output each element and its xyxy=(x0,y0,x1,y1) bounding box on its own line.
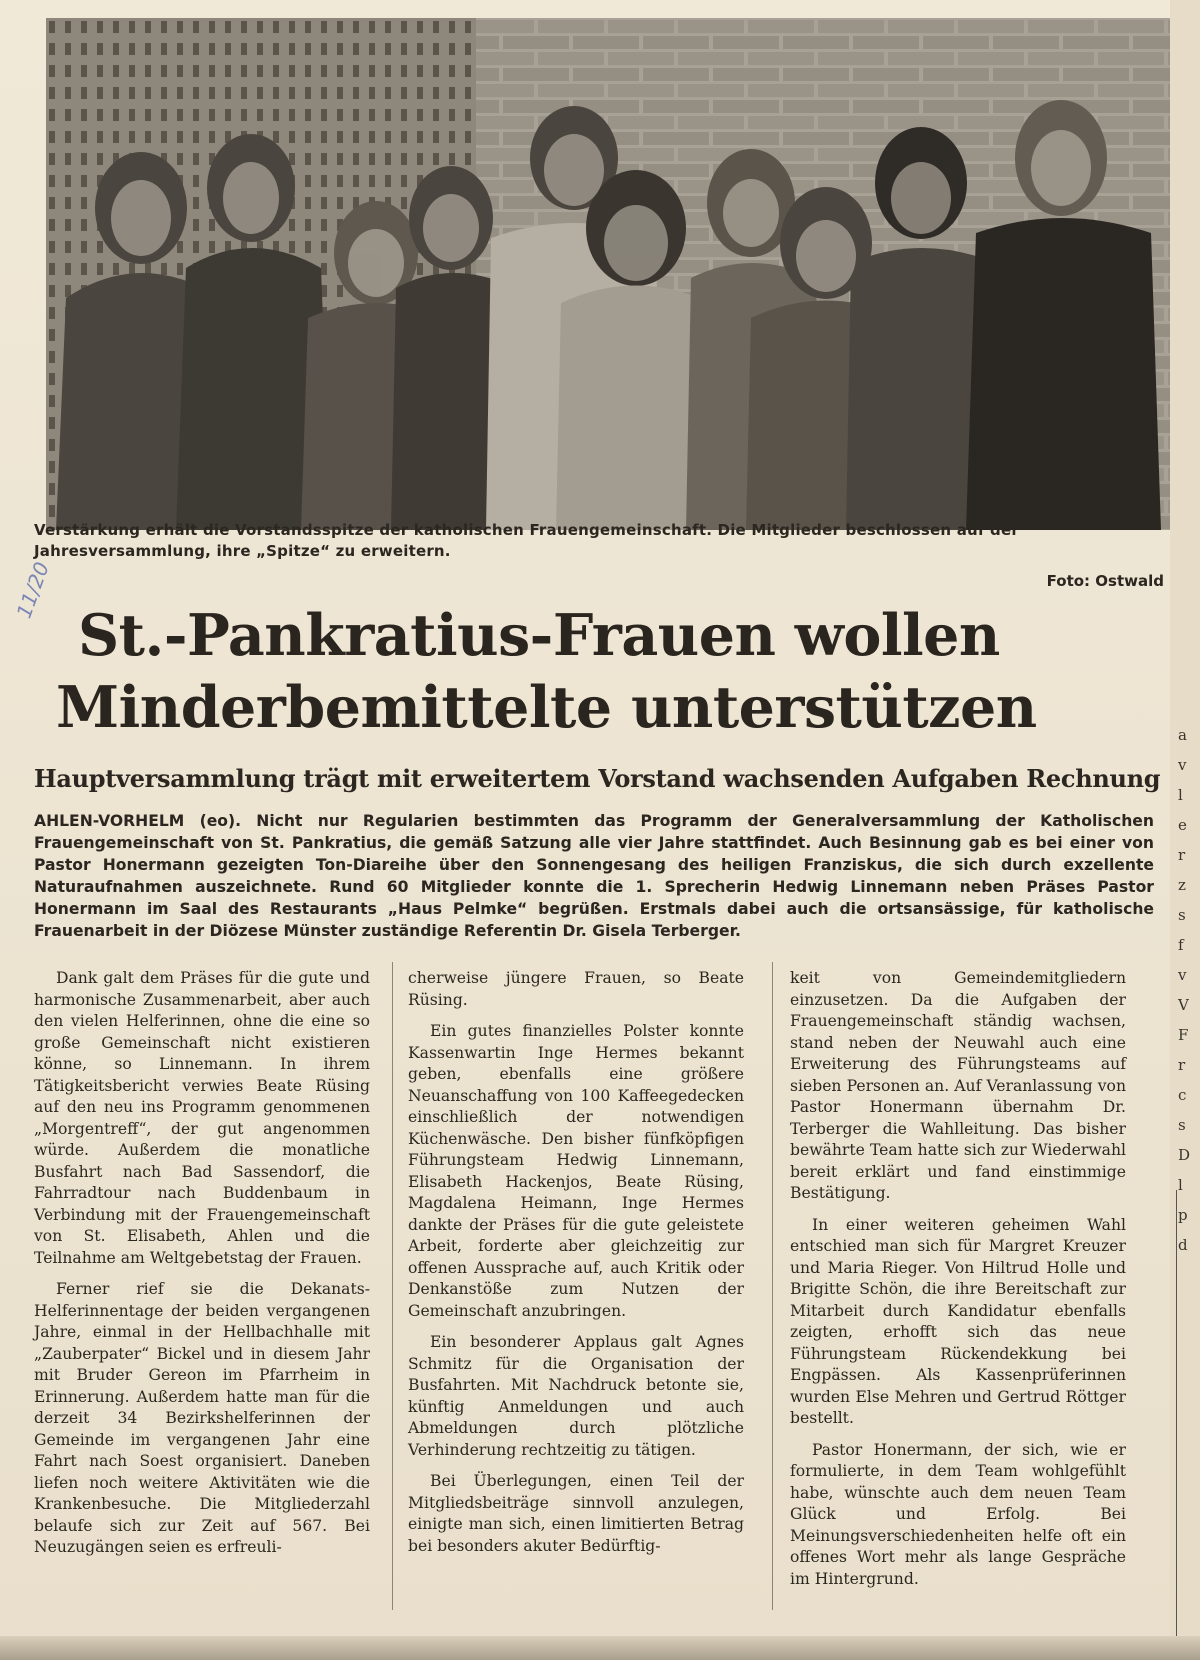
headline-line-1: St.-Pankratius-Frauen wollen xyxy=(78,602,1000,669)
paragraph: Bei Überlegungen, einen Teil der Mitgliedsbeiträge sinnvoll anzulegen, einigte man sich, einen limitierten Betrag bei besonders akuter Bedürftig- xyxy=(408,1472,744,1555)
edge-rule xyxy=(1176,1190,1177,1660)
page-bottom-edge xyxy=(0,1636,1200,1660)
photo-caption: Verstärkung erhält die Vorstandsspitze der katholischen Frauengemeinschaft. Die Mitglieder beschlossen auf der Jahresversammlung, ihre „Spitze“ zu erweitern. xyxy=(34,521,1019,560)
paragraph: Ein gutes finanzielles Polster konnte Kassenwartin Inge Hermes bekannt geben, ebenfalls eine größere Neuanschaffung von 100 Kaffeegedecken einschließlich der notwendigen Küchenwäsche. Den bisher fünfköpfigen Führungsteam Hedwig Linnemann, Elisabeth Hackenjos, Beate Rüsing, Magdalena Heimann, Inge Hermes dankte der Präses für die gute geleistete Arbeit, forderte aber gleichzeitig zur offenen Aussprache auf, auch Kritik oder Denkanstöße zum Nutzen der Gemeinschaft anzubringen. xyxy=(408,1022,744,1320)
paragraph: Pastor Honermann, der sich, wie er formulierte, in dem Team wohlgefühlt habe, wünschte auch dem neuen Team Glück und Erfolg. Bei Meinungsverschiedenheiten helfe oft ein offenes Wort mehr als lange Gespräche im Hintergrund. xyxy=(790,1440,1126,1588)
paragraph: Ein besonderer Applaus galt Agnes Schmitz für die Organisation der Busfahrten. Mit Nachdruck betonte sie, künftig Anmeldungen und auch Abmeldungen durch plötzliche Verhinderung rechtzeitig zu tätigen. xyxy=(408,1333,744,1459)
handwritten-margin-note: 11/20 xyxy=(11,558,54,622)
article-column-2 xyxy=(408,968,744,1557)
headline-line-2: Minderbemittelte unterstützen xyxy=(56,674,1037,741)
group-photo xyxy=(46,18,1174,530)
article-column-3 xyxy=(790,968,1126,1590)
photo-credit: Foto: Ostwald xyxy=(1046,572,1164,590)
column-divider xyxy=(392,962,393,1610)
paragraph: keit von Gemeindemitgliedern einzusetzen. Da die Aufgaben der Frauengemeinschaft ständig wachsen, stand neben der Neuwahl auch eine Erweiterung des Führungsteams auf sieben Personen an. Auf Veranlassung von Pastor Honermann übernahm Dr. Terberger die Wahlleitung. Das bisher bewährte Team hatte sich zur Wiederwahl bereit erklärt und fand einstimmige Bestätigung. xyxy=(790,969,1126,1202)
paragraph: Ferner rief sie die Dekanats-Helferinnentage der beiden vergangenen Jahre, einmal in der Hellbachhalle mit „Zauberpater“ Bickel und in diesem Jahr mit Bruder Gereon im Pfarrheim in Erinnerung. Außerdem hatte man für die derzeit 34 Bezirkshelferinnen der Gemeinde im vergangenen Jahr eine Fahrt nach Soest organisiert. Daneben liefen noch weitere Aktivitäten wie die Krankenbesuche. Die Mitgliederzahl belaufe sich zur Zeit auf 567. Bei Neuzugängen seien es erfreuli- xyxy=(34,1280,370,1556)
article-column-1 xyxy=(34,968,370,1559)
paragraph: In einer weiteren geheimen Wahl entschied man sich für Margret Kreuzer und Maria Rieger. Von Hiltrud Holle und Brigitte Schön, die ihre Bereitschaft zur Mitarbeit durch Kandidatur ebenfalls zeigten, erhofft sich das neue Führungsteam Rückendekkung bei Engpässen. Als Kassenprüferinnen wurden Else Mehren und Gertrud Röttger bestellt. xyxy=(790,1215,1126,1427)
column-divider xyxy=(772,962,773,1610)
subheadline: Hauptversammlung trägt mit erweitertem Vorstand wachsenden Aufgaben Rechnung xyxy=(34,764,1161,793)
paragraph: Dank galt dem Präses für die gute und harmonische Zusammenarbeit, aber auch den vielen Helferinnen, ohne die eine so große Gemeinschaft nicht existieren könne, so Linnemann. In ihrem Tätigkeitsbericht verwies Beate Rüsing auf den neu ins Programm genommenen „Morgentreff“, der gut angenommen würde. Außerdem die monatliche Busfahrt nach Bad Sassendorf, die Fahrradtour nach Buddenbaum in Verbindung mit der Frauengemeinschaft von St. Elisabeth, Ahlen und die Teilnahme am Weltgebetstag der Frauen. xyxy=(34,969,370,1267)
paragraph: cherweise jüngere Frauen, so Beate Rüsing. xyxy=(408,969,744,1009)
adjacent-article-letters: a v l e r z s f v V F r c s D l p d xyxy=(1178,726,1191,1254)
lead-paragraph: AHLEN-VORHELM (eo). Nicht nur Regularien bestimmten das Programm der Generalversammlung der Katholischen Frauengemeinschaft von St. Pankratius, die gemäß Satzung alle vier Jahre stattfindet. Auch Besinnung gab es bei einer von Pastor Honermann gezeigten Ton-Diareihe über den Sonnengesang des heiligen Franziskus, die sich durch exzellente Naturaufnahmen auszeichnete. Rund 60 Mitglieder konnte die 1. Sprecherin Hedwig Linnemann neben Präses Pastor Honermann im Saal des Restaurants „Haus Pelmke“ begrüßen. Erstmals dabei auch die ortsansässige, für katholische Frauenarbeit in der Diözese Münster zuständige Referentin Dr. Gisela Terberger. xyxy=(34,812,1154,940)
headline xyxy=(56,600,1146,744)
